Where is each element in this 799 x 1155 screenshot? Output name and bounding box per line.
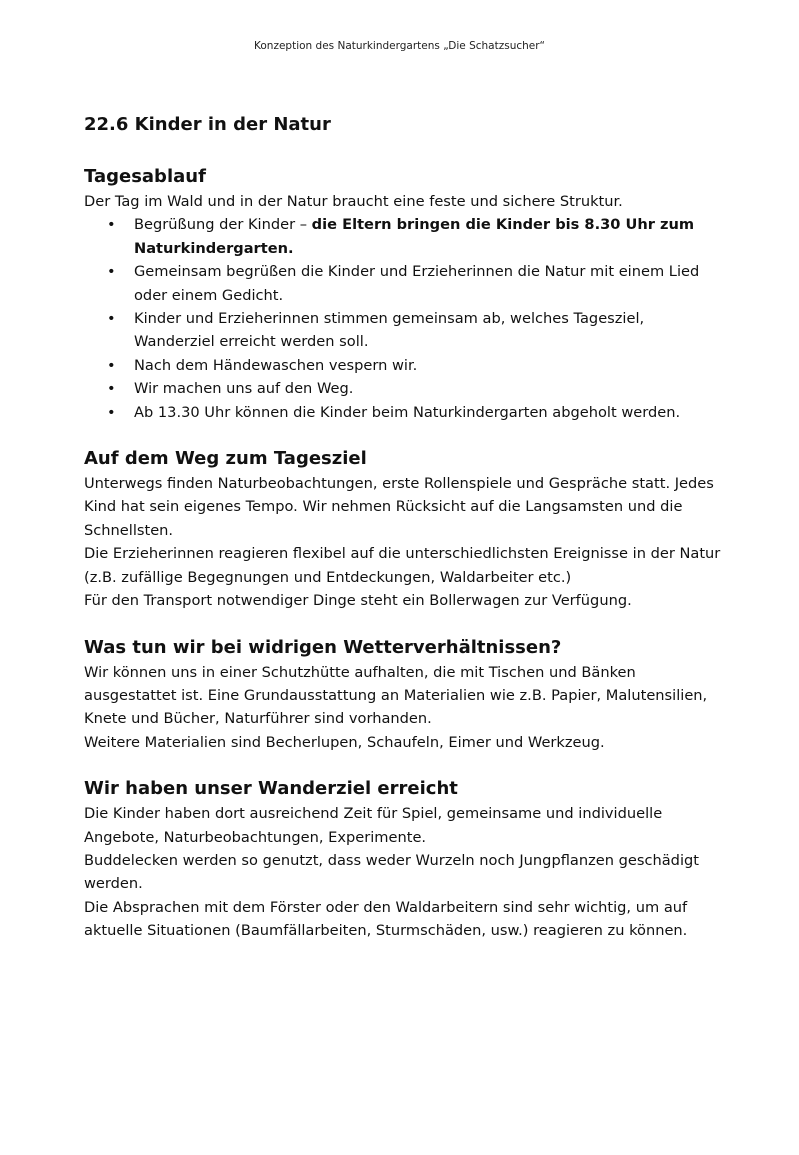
running-header: Konzeption des Naturkindergartens „Die Schatzsucher“: [254, 40, 545, 52]
section-wanderziel: [84, 776, 724, 942]
chapter-title: 22.6 Kinder in der Natur: [84, 114, 331, 135]
paragraph: Die Absprachen mit dem Förster oder den Waldarbeitern sind sehr wichtig, um auf aktuelle Situationen (Baumfällarbeiten, Sturmschäden, usw.) reagieren zu können.: [84, 898, 688, 940]
paragraph: Weitere Materialien sind Becherlupen, Schaufeln, Eimer und Werkzeug.: [84, 733, 605, 751]
paragraph: Buddelecken werden so genutzt, dass weder Wurzeln noch Jungpflanzen geschädigt werden.: [84, 851, 699, 893]
section-heading: Tagesablauf: [84, 166, 206, 187]
page-content: [84, 112, 724, 965]
section-heading: Auf dem Weg zum Tagesziel: [84, 448, 367, 470]
list-item: • Gemeinsam begrüßen die Kinder und Erzieherinnen die Natur mit einem Lied oder einem Gedicht.: [134, 260, 724, 307]
section-heading: Was tun wir bei widrigen Wetterverhältnissen?: [84, 636, 562, 658]
schedule-list: [84, 213, 724, 424]
paragraph: Für den Transport notwendiger Dinge steht ein Bollerwagen zur Verfügung.: [84, 592, 632, 610]
paragraph: Die Erzieherinnen reagieren flexibel auf die unterschiedlichsten Ereignisse in der Natur (z.B. zufällige Begegnungen und Entdeckungen, Waldarbeiter etc.): [84, 545, 721, 586]
section-intro: Der Tag im Wald und in der Natur braucht eine feste und sichere Struktur.: [84, 193, 623, 210]
section-wetter: [84, 635, 724, 755]
paragraph: Die Kinder haben dort ausreichend Zeit für Spiel, gemeinsame und individuelle Angebote, Naturbeobachtungen, Experimente.: [84, 805, 663, 846]
list-item: • Begrüßung der Kinder – die Eltern bringen die Kinder bis 8.30 Uhr zum Naturkindergarten.: [134, 213, 724, 260]
section-tagesablauf: [84, 164, 724, 424]
list-item: • Nach dem Händewaschen vespern wir.: [134, 354, 724, 377]
paragraph: Unterwegs finden Naturbeobachtungen, erste Rollenspiele und Gespräche statt. Jedes Kind hat sein eigenes Tempo. Wir nehmen Rücksicht auf die Langsamsten und die Schnellsten.: [84, 475, 714, 539]
list-item: • Wir machen uns auf den Weg.: [134, 377, 724, 400]
section-heading: Wir haben unser Wanderziel erreicht: [84, 778, 458, 800]
section-weg: [84, 446, 724, 612]
list-item: • Kinder und Erzieherinnen stimmen gemeinsam ab, welches Tagesziel, Wanderziel erreicht werden soll.: [134, 307, 724, 354]
paragraph: Wir können uns in einer Schutzhütte aufhalten, die mit Tischen und Bänken ausgestattet ist. Eine Grundausstattung an Materialien wie z.B. Papier, Malutensilien, Knete und Bücher, Naturführer sind vorhanden.: [84, 663, 708, 728]
list-item: • Ab 13.30 Uhr können die Kinder beim Naturkindergarten abgeholt werden.: [134, 401, 724, 424]
